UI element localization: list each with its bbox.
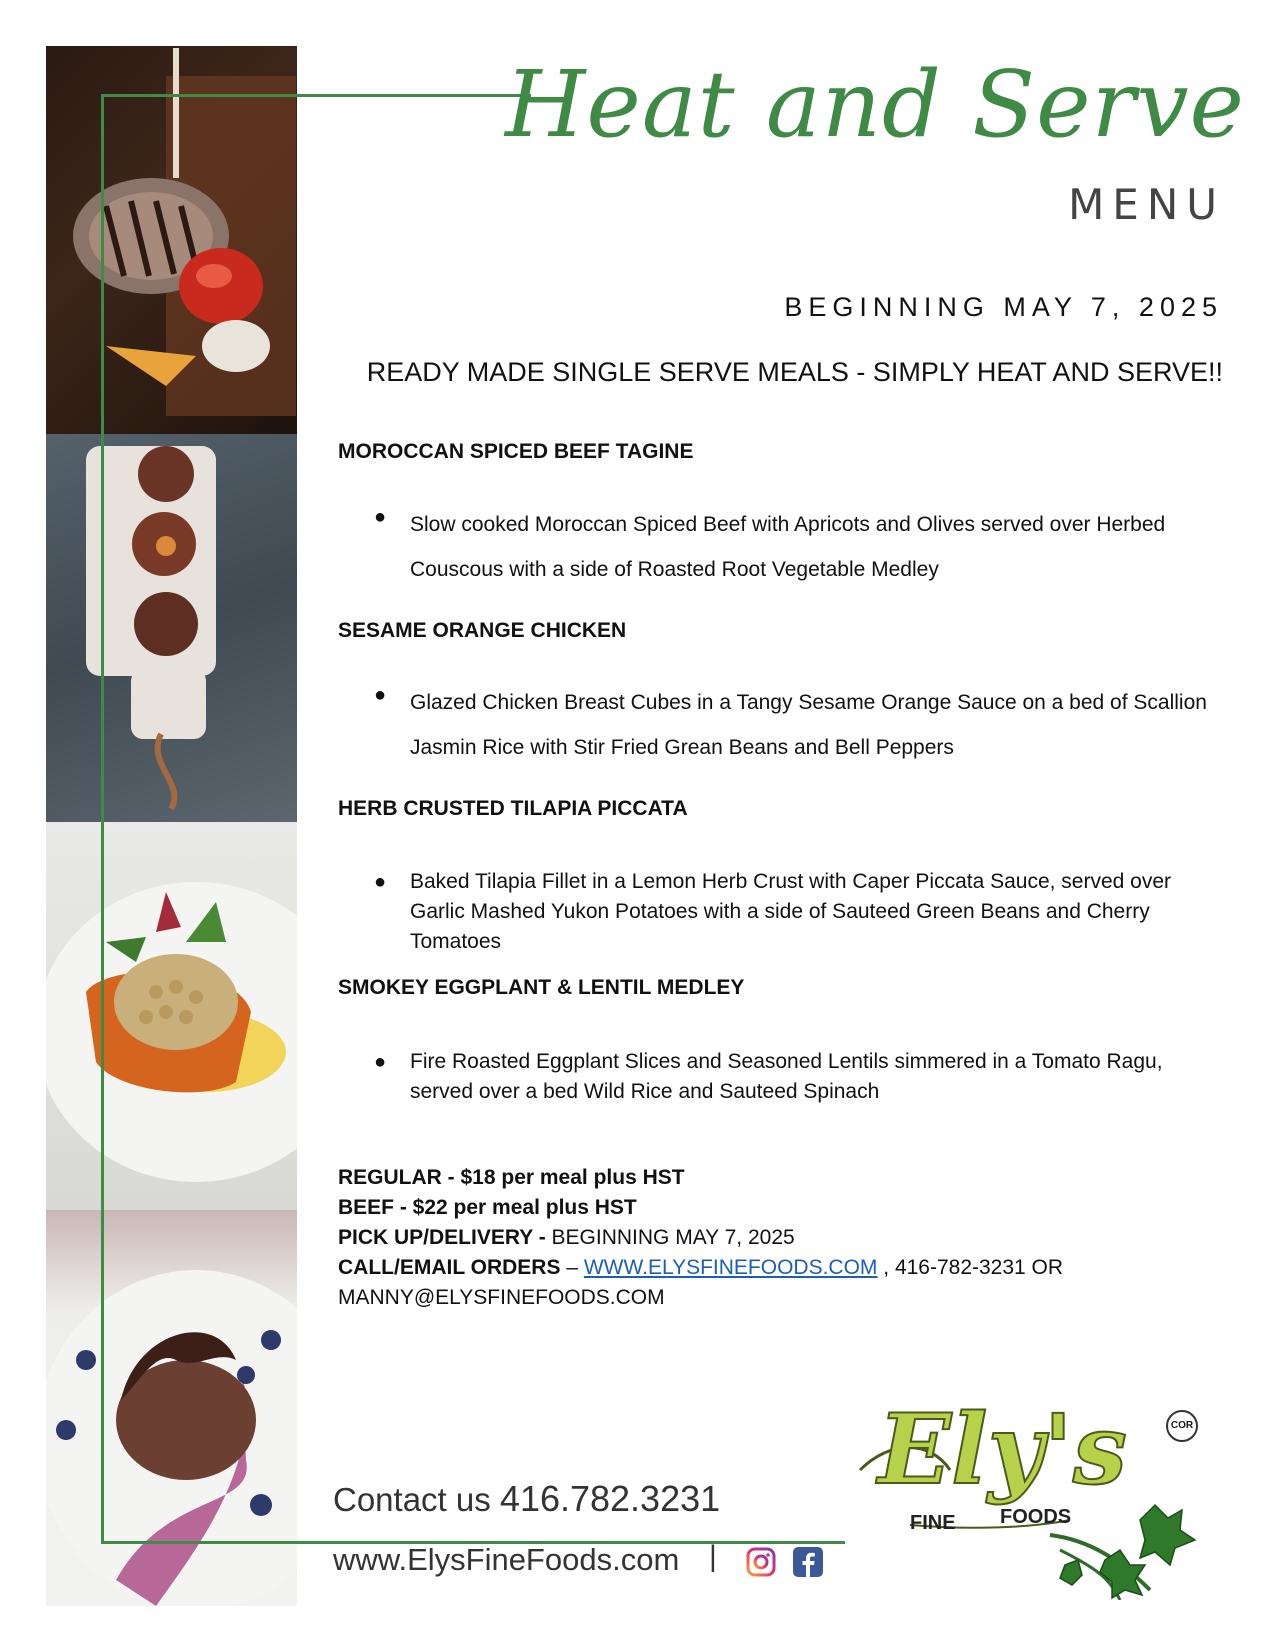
pickup-date: BEGINNING MAY 7, 2025 xyxy=(545,1226,795,1249)
menu-subtitle: MENU xyxy=(1068,180,1225,229)
dish-description-text xyxy=(410,1047,1230,1107)
logo-fine: FINE xyxy=(910,1512,956,1534)
description-line: Fire Roasted Eggplant Slices and Seasoned Lentils simmered in a Tomato Ragu, xyxy=(410,1050,1163,1073)
contact-line xyxy=(333,1478,720,1520)
dish-name: SMOKEY EGGPLANT & LENTIL MEDLEY xyxy=(338,976,745,999)
dish-description-text xyxy=(410,502,1230,592)
pickup-label: PICK UP/DELIVERY - xyxy=(338,1226,546,1249)
regular-price: REGULAR - $18 per meal plus HST xyxy=(338,1166,685,1189)
orders-label: CALL/EMAIL ORDERS xyxy=(338,1256,561,1279)
appetizer-board-photo xyxy=(46,434,297,822)
orders-phone: , 416-782-3231 OR xyxy=(877,1256,1064,1279)
contact-label: Contact us xyxy=(333,1481,500,1518)
contact-number: 416.782.3231 xyxy=(499,1478,721,1519)
description-line: Glazed Chicken Breast Cubes in a Tangy Sesame Orange Sauce on a bed of Scallion xyxy=(410,691,1207,714)
bullet: ● xyxy=(374,1051,387,1073)
lamb-chop-photo xyxy=(46,46,297,434)
frame-line-left xyxy=(101,94,104,1544)
tagline: READY MADE SINGLE SERVE MEALS - SIMPLY HEAT AND SERVE!! xyxy=(366,357,1223,387)
footer-separator: | xyxy=(709,1540,717,1573)
description-line: Slow cooked Moroccan Spiced Beef with Apricots and Olives served over Herbed xyxy=(410,513,1166,536)
footer-website[interactable]: www.ElysFineFoods.com xyxy=(333,1542,680,1577)
dish-name: SESAME ORANGE CHICKEN xyxy=(338,619,627,642)
orders-email: MANNY@ELYSFINEFOODS.COM xyxy=(338,1286,665,1309)
dish-name: HERB CRUSTED TILAPIA PICCATA xyxy=(338,797,688,820)
beef-price: BEEF - $22 per meal plus HST xyxy=(338,1196,637,1219)
instagram-icon[interactable] xyxy=(745,1546,777,1578)
pricing-info xyxy=(338,1163,1063,1313)
stuffed-squash-photo xyxy=(46,822,297,1210)
elys-fine-foods-logo xyxy=(850,1393,1230,1600)
cor-certification-badge: COR xyxy=(1166,1410,1198,1442)
start-date: BEGINNING MAY 7, 2025 xyxy=(784,292,1223,322)
description-line: Tomatoes xyxy=(410,930,502,953)
bullet: ● xyxy=(374,684,387,706)
description-line: Couscous with a side of Roasted Root Vegetable Medley xyxy=(410,558,939,581)
description-line: Jasmin Rice with Stir Fried Grean Beans and Bell Peppers xyxy=(410,736,954,759)
frame-line-top xyxy=(101,94,531,97)
dish-description-text xyxy=(410,867,1230,957)
facebook-icon[interactable] xyxy=(792,1546,824,1578)
description-line: Garlic Mashed Yukon Potatoes with a side of Sauteed Green Beans and Cherry xyxy=(410,900,1150,923)
bullet: ● xyxy=(374,871,387,893)
logo-script: Ely's xyxy=(878,1393,1127,1506)
photo-strip xyxy=(46,46,297,1606)
description-line: Baked Tilapia Fillet in a Lemon Herb Crust with Caper Piccata Sauce, served over xyxy=(410,870,1172,893)
orders-dash: – xyxy=(560,1256,584,1279)
description-line: served over a bed Wild Rice and Sauteed Spinach xyxy=(410,1080,880,1103)
dish-description-text xyxy=(410,680,1230,770)
logo-foods: FOODS xyxy=(1000,1506,1072,1528)
menu-title: Heat and Serve xyxy=(505,51,1245,158)
chocolate-dessert-photo xyxy=(46,1210,297,1606)
dish-name: MOROCCAN SPICED BEEF TAGINE xyxy=(338,440,694,463)
website-link[interactable]: WWW.ELYSFINEFOODS.COM xyxy=(583,1256,878,1279)
bullet: ● xyxy=(374,506,387,528)
